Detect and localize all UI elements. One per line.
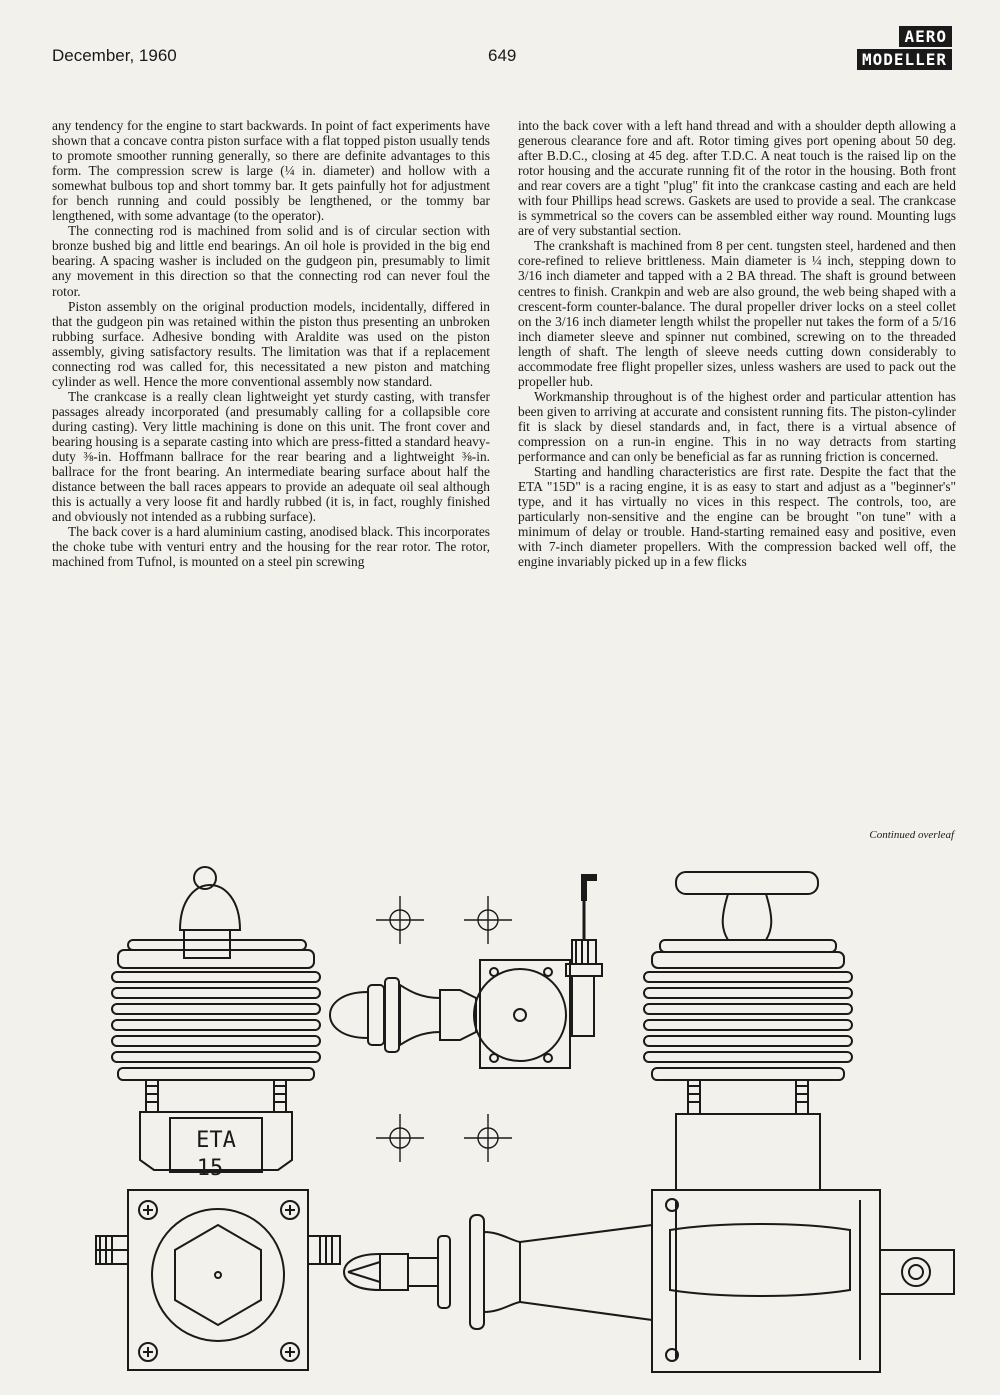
engine-label-line1: ETA — [196, 1128, 236, 1153]
paragraph: The crankcase is a really clean lightweight yet sturdy casting, with transfer passages already incorporated (and presumably calling for a collapsible core during casting). Very little machining is done on this unit. The front cover and bearing housing is a separate casting into which are press-fitted a standard heavy-duty ⅜-in. Hoffmann ballrace for the rear bearing and a lightweight ⅜-in. ballrace for the front bearing. An intermediate bearing surface about half the distance between the ball races appears to provide an adequate oil seal although this is actually a very loose fit and hardly rubbed (it is, in fact, roughly finished and obviously not intended as a rubbing surface). — [52, 388, 490, 525]
rear-view — [330, 875, 602, 1068]
page-header — [52, 27, 952, 80]
continued-overleaf: Continued overleaf — [869, 829, 954, 841]
engine-label-line2: 15 — [196, 1156, 224, 1181]
left-column — [52, 118, 490, 569]
paragraph: Piston assembly on the original production models, incidentally, differed in that the gudgeon pin was retained within the piston thus presenting an unbroken rubbing surface. Adhesive bonding with Araldite was used on the piston assembly, giving satisfactory results. The limitation was that if a replacement connecting rod was called for, this necessitated a new piston and matching cylinder as well. Hence the more conventional assembly now standard. — [52, 298, 490, 389]
magazine-logo — [826, 26, 952, 70]
issue-date: December, 1960 — [52, 46, 177, 65]
paragraph: The back cover is a hard aluminium casting, anodised black. This incorporates the choke tube with venturi entry and the housing for the rear rotor. The rotor, machined from Tufnol, is mounted on a steel pin screwing — [52, 524, 490, 570]
paragraph: Workmanship throughout is of the highest order and particular attention has been given to arriving at accurate and consistent running fits. The piston-cylinder fit is slack by diesel standards and, in fact, there is a virtual absence of compression on a run-in engine. This in no way detracts from starting performance and can only be beneficial as far as running friction is concerned. — [518, 388, 956, 465]
right-column — [518, 118, 956, 569]
page-number: 649 — [488, 46, 517, 65]
paragraph: The connecting rod is machined from solid and is of circular section with bronze bushed big and little end bearings. An oil hole is provided in the big end bearing. A spacing washer is included on the gudgeon pin, presumably to limit any movement in this direction so that the connecting rod can never foul the rotor. — [52, 223, 490, 299]
paragraph: into the back cover with a left hand thread and with a shoulder depth allowing a generous clearance fore and aft. Rotor timing gives port opening about 50 deg. after B.D.C., closing at 45 deg. after T.D.C. A neat touch is the raised lip on the rotor housing and the accurate running fit of the rotor in the housing. Both front and rear covers are a tight "plug" fit into the crankcase casting and each are held with four Phillips head screws. Gaskets are used to provide a seal. The crankcase is symmetrical so the covers can be assembled either way round. Mounting lugs are of very substantial section. — [518, 118, 956, 239]
paragraph: any tendency for the engine to start backwards. In point of fact experiments have shown that a concave contra piston surface with a flat topped piston usually tends to promote smoother running generally, so there are definite advantages to this form. The compression screw is large (¼ in. diameter) and hollow with a somewhat bulbous top and short tommy bar. It gets painfully hot for adjustment for bench running and could possibly be lengthened, or the tommy bar lengthened, with some advantage (to the operator). — [52, 118, 490, 224]
front-view — [96, 867, 340, 1370]
engine-drawing — [90, 850, 990, 1390]
engine-drawing-svg — [90, 850, 990, 1390]
paragraph: Starting and handling characteristics are first rate. Despite the fact that the ETA "15D" is a racing engine, it is as easy to start and adjust as a "beginner's" type, and it has virtually no vices in this respect. The controls, too, are particularly non-sensitive and the engine can be brought "on tune" with a minimum of delay or trouble. Hand-starting remained easy and positive, even with 7-inch diameter propellers. With the compression backed well off, the engine invariably picked up in a few flicks — [518, 464, 956, 570]
side-view — [344, 872, 954, 1372]
article-body — [52, 118, 956, 828]
centre-marks — [376, 896, 512, 1162]
logo-line-modeller: MODELLER — [857, 49, 952, 70]
logo-line-aero: AERO — [899, 26, 952, 47]
paragraph: The crankshaft is machined from 8 per cent. tungsten steel, hardened and then core-refined to relieve brittleness. Main diameter is ¼ inch, stepping down to 3/16 inch diameter and tapped with a 2 BA thread. The shaft is ground between centres to finish. Crankpin and web are also ground, the web being shaped with a crescent-form counter-balance. The dural propeller driver locks on a steel collet on the 3/16 inch diameter length whilst the propeller nut takes the form of a 5/16 inch diameter sleeve and spinner nut combined, screwing on to the threaded length of shaft. The length of sleeve needs cutting down considerably to accommodate free flight propeller sizes, unless washers are used to pack out the propeller hub. — [518, 238, 956, 389]
